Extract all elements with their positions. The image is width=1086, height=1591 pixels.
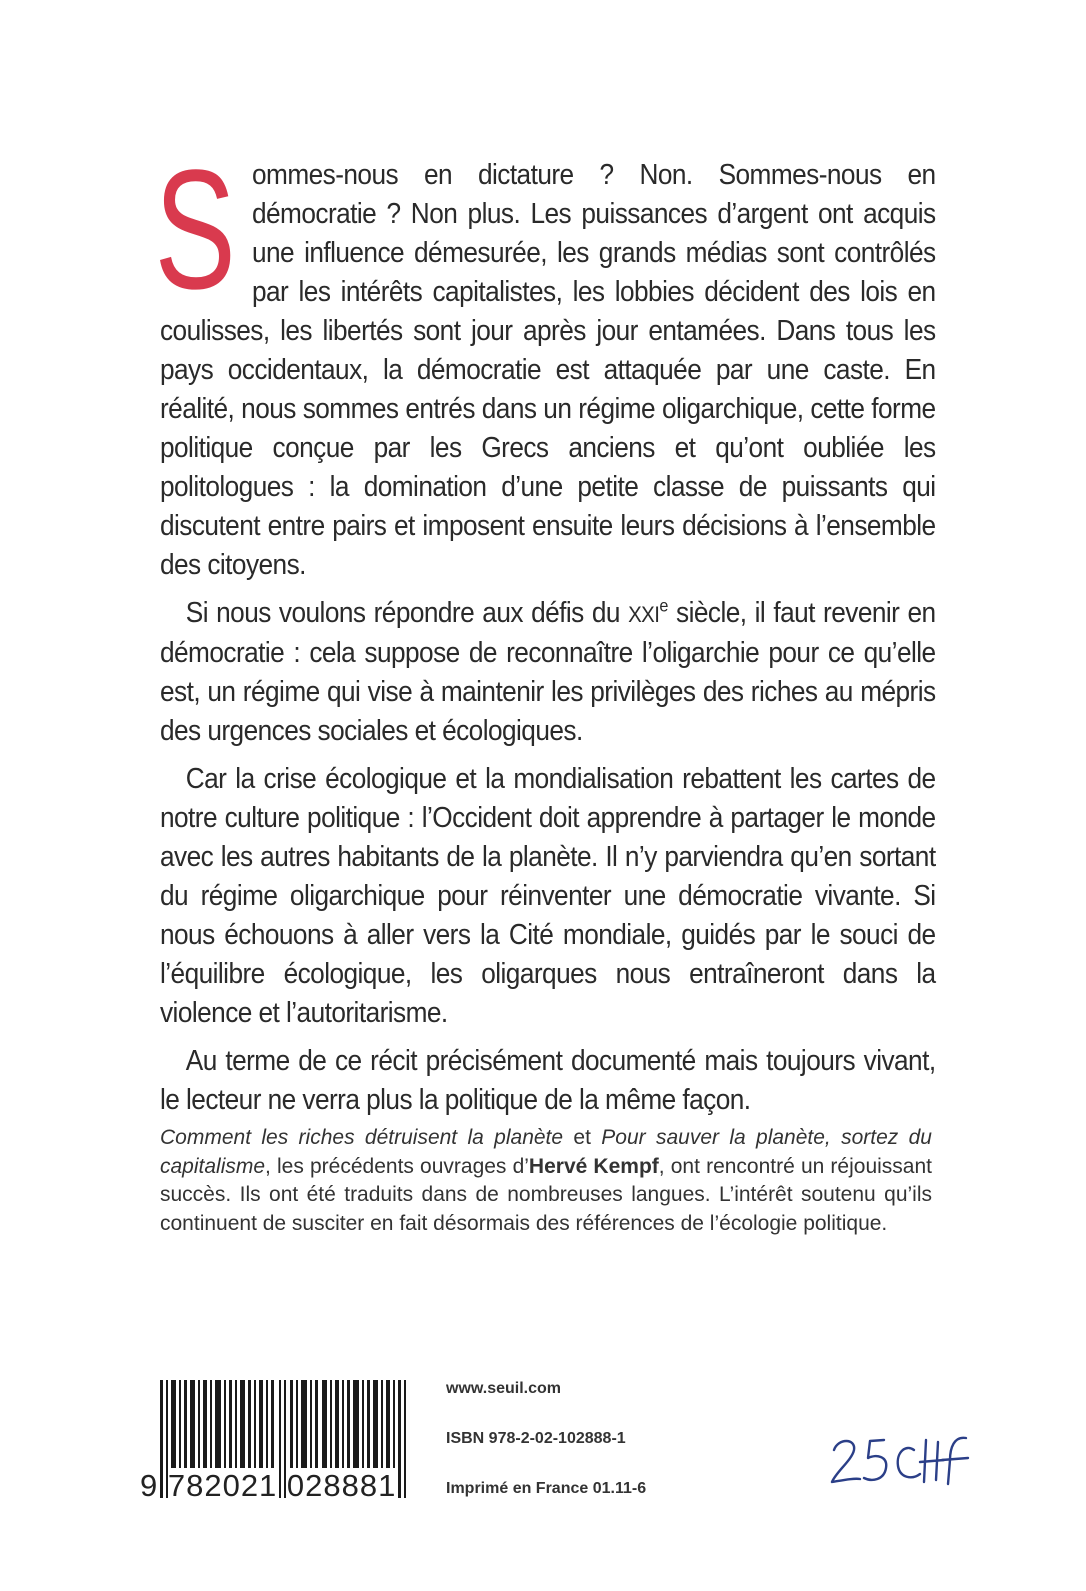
paragraph-2-text-end: siècle, il faut revenir en démocratie : cela suppose de reconnaître l’oligarchie pour ce qu’elle est, un régime qui vise à maintenir les privilèges des riches au mépris des urgences sociales et écologiques. bbox=[160, 597, 936, 747]
paragraph-4: Au terme de ce récit précisément documenté mais toujours vivant, le lecteur ne verra plus la politique de la même façon. bbox=[160, 1045, 936, 1116]
paragraph-3: Car la crise écologique et la mondialisation rebattent les cartes de notre culture politique : l’Occident doit apprendre à partager le monde avec les autres habitants de la planète. Il n’y parviendra qu’en sortant du régime oligarchique pour réinventer une démocratie vivante. Si nous échouons à aller vers la Cité mondiale, guidés par le souci de l’équilibre écologique, les oligarques nous entraîneront dans la violence et l’autoritarisme. bbox=[160, 763, 936, 1029]
century-superscript: e bbox=[659, 595, 668, 616]
book-title-2: Pour sauver la planète, sortez du capitalisme bbox=[160, 1126, 932, 1178]
handwritten-price bbox=[826, 1428, 976, 1498]
paragraph-1-text: ommes-nous en dictature ? Non. Sommes-nous en démocratie ? Non plus. Les puissances d’argent ont acquis une influence démesurée, les grands médias sont contrôlés par les intérêts capitalistes, les lobbies décident des lois en coulisses, les libertés sont jour après jour entamées. Dans tous les pays occidentaux, la démocratie est attaquée par une caste. En réalité, nous sommes entrés dans un régime oligarchique, cette forme politique conçue par les Grecs anciens et qu’ont oubliée les politologues : la domination d’une petite classe de puissants qui discutent entre pairs et imposent ensuite leurs décisions à l’ensemble des citoyens. bbox=[160, 159, 936, 581]
paragraph-1 bbox=[154, 135, 936, 585]
paragraph-2-text-start: Si nous voulons répondre aux défis du bbox=[185, 597, 629, 629]
barcode-number: 9 782021 028881 bbox=[140, 1468, 397, 1503]
isbn-line: ISBN 978-2-02-102888-1 bbox=[446, 1430, 626, 1447]
author-note bbox=[160, 1124, 932, 1238]
century-numeral: XXI bbox=[628, 602, 660, 627]
author-note-middle: , les précédents ouvrages d’ bbox=[265, 1154, 529, 1178]
back-cover-blurb bbox=[154, 135, 936, 1129]
author-note-rest: , ont rencontré un réjouissant succès. Ils ont été traduits dans de nombreuses langues. L’intérêt soutenu qu’ils continuent de susciter en fait désormais des références de l’écologie politique. bbox=[160, 1154, 932, 1235]
publisher-website: www.seuil.com bbox=[446, 1380, 561, 1397]
author-name: Hervé Kempf bbox=[528, 1154, 659, 1178]
book-title-1: Comment les riches détruisent la planète bbox=[160, 1126, 564, 1149]
paragraph-2 bbox=[160, 594, 936, 751]
drop-cap-letter: S bbox=[154, 135, 236, 325]
author-note-connector: et bbox=[563, 1126, 602, 1149]
printed-in-line: Imprimé en France 01.11-6 bbox=[446, 1480, 647, 1497]
